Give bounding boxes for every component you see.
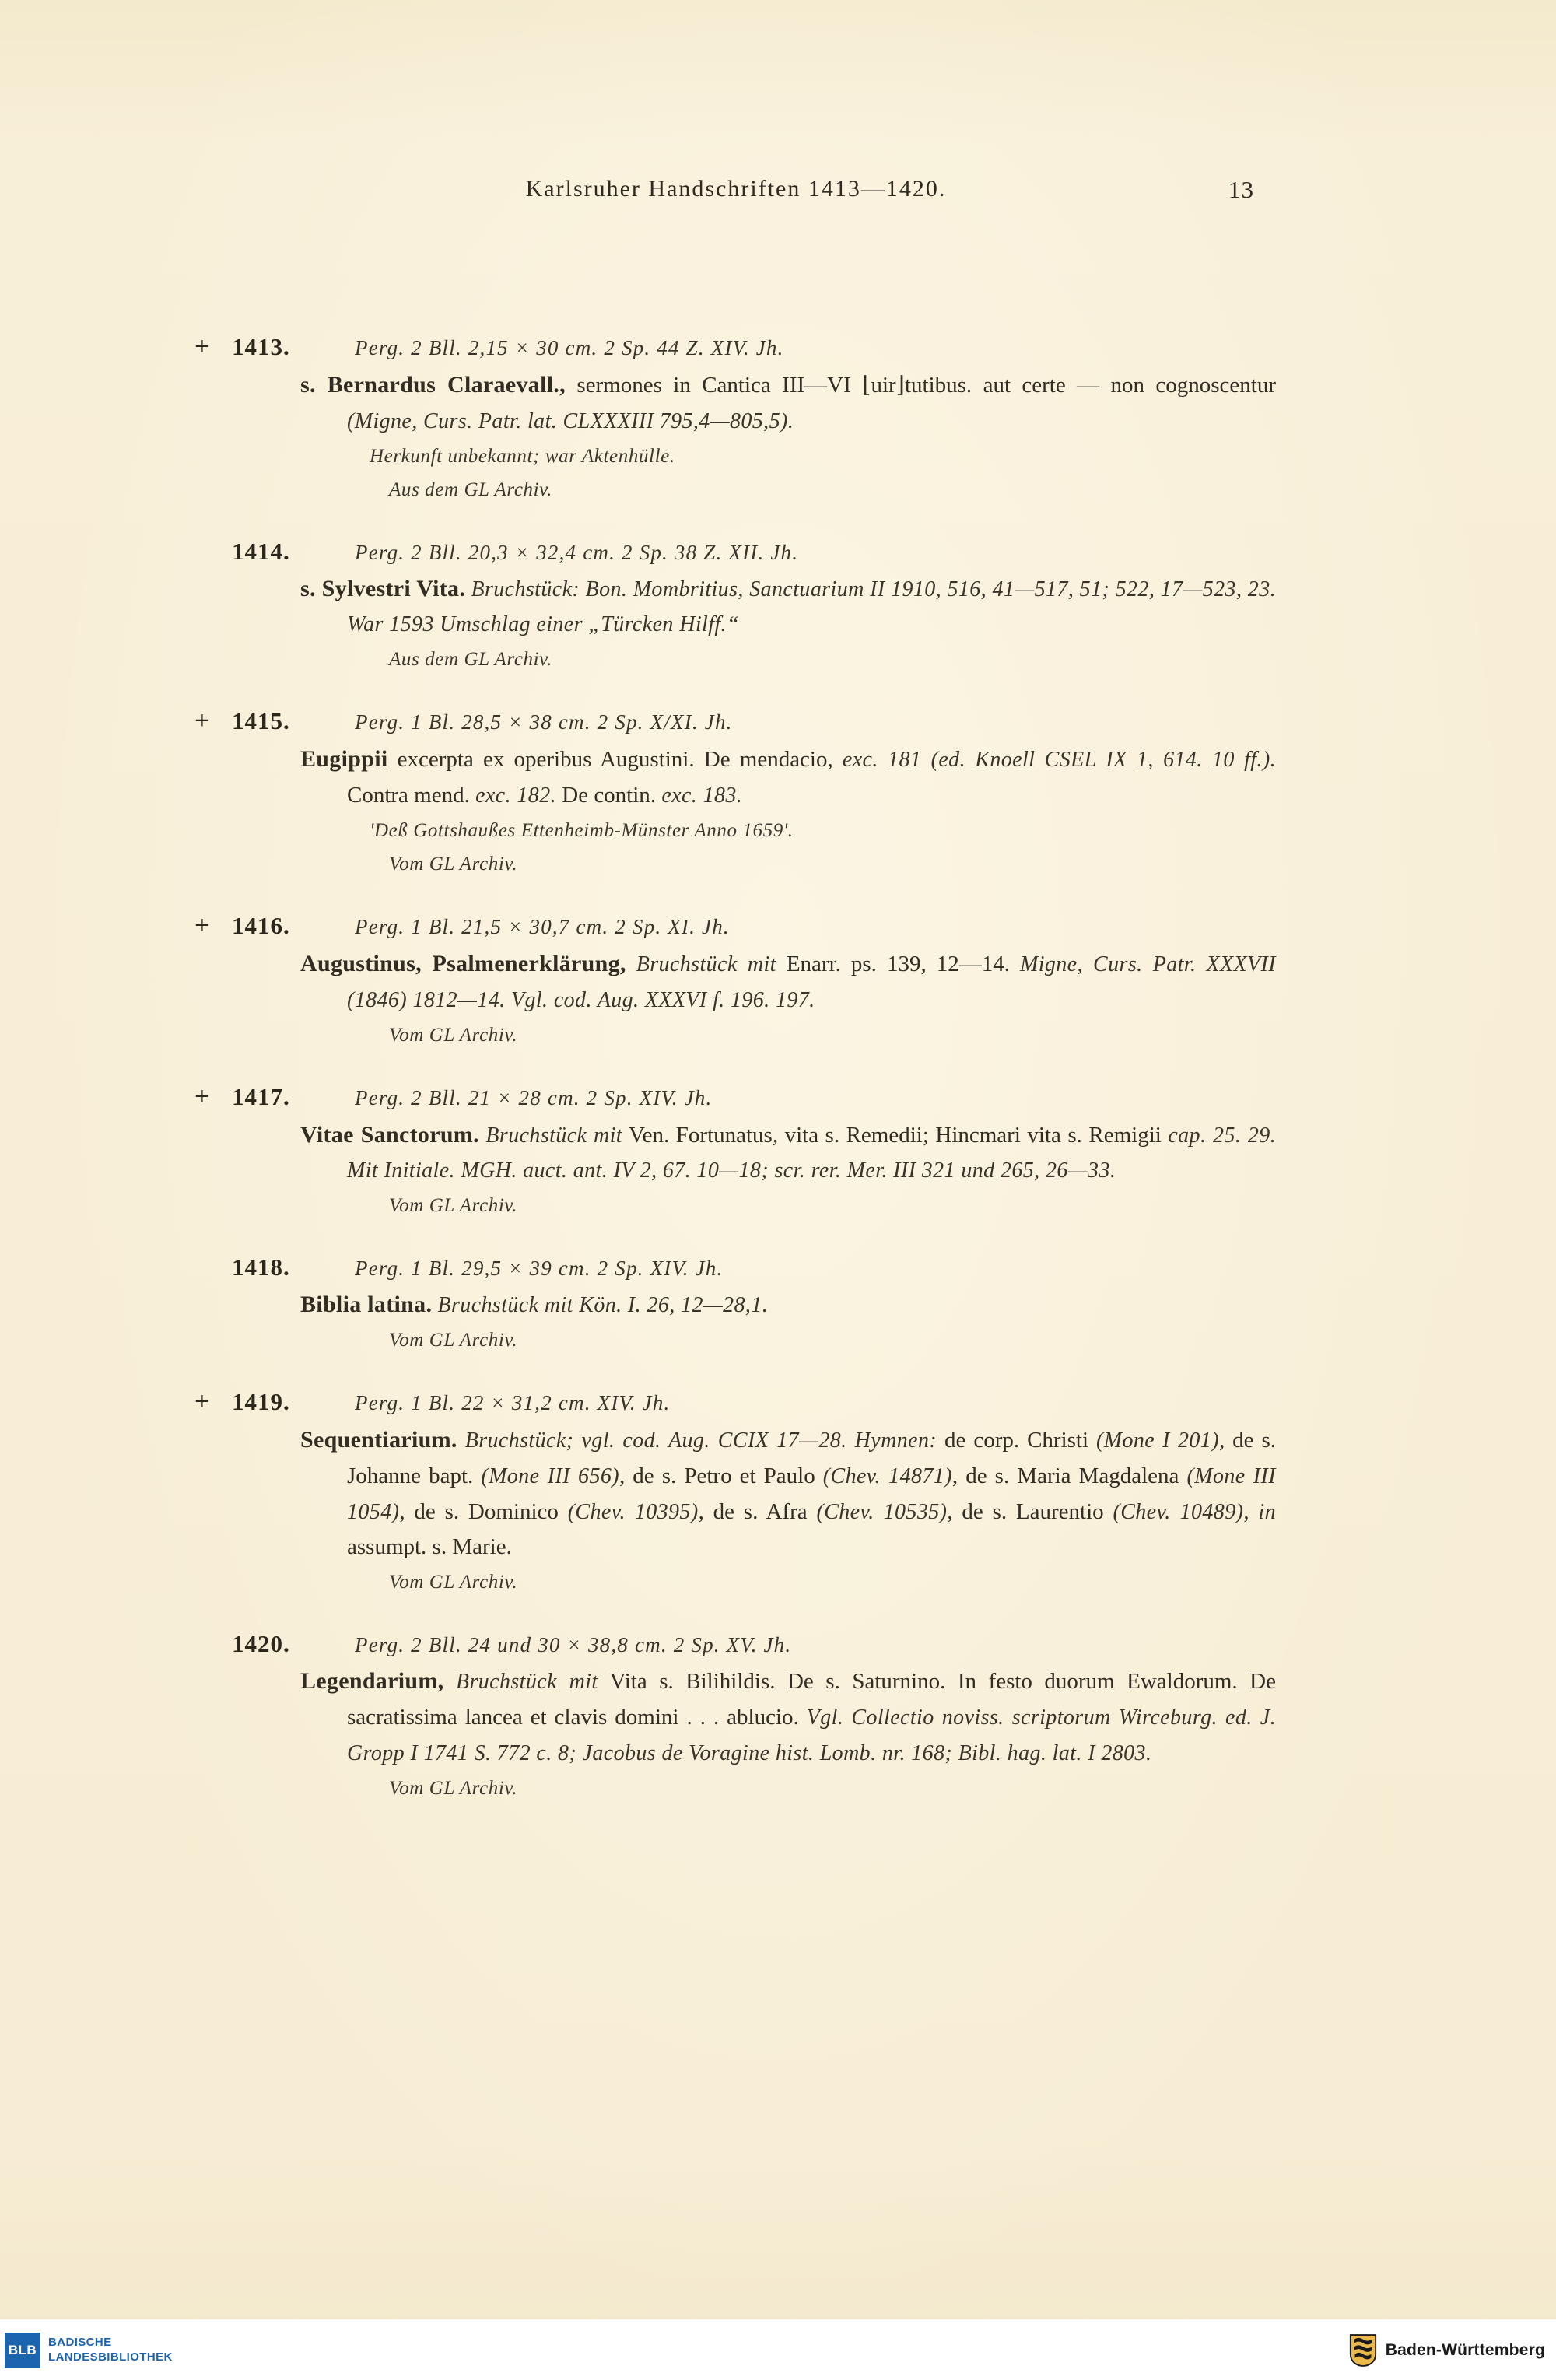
entries-list [194,333,1277,1805]
entry-text-segment: Contra mend. [347,783,476,808]
entry-provenance-note: Aus dem GL Archiv. [389,478,552,500]
entry-text-segment: (Chev. 10395) [567,1499,699,1524]
entry-provenance-note: 'Deß Gottshaußes Ettenheimb-Münster Anno 1659'. [370,819,794,841]
entry-text-segment [457,1428,465,1453]
entry-plus-marker: + [194,911,209,940]
entry-text-segment: Bruchstück mit Kön. I. 26, 12—28,1. [437,1293,769,1318]
entry-text-segment: (Mone I 201) [1096,1428,1219,1453]
entry-title: Vitae Sanctorum. [300,1121,479,1148]
entry-title: Sequentiarium. [300,1426,457,1453]
entry-text-segment [626,952,636,976]
entry-plus-marker: + [194,1387,209,1416]
entry-collation: Perg. 1 Bl. 21,5 × 30,7 cm. 2 Sp. XI. Jh. [355,914,730,938]
entry-text-segment: Bruchstück mit [455,1670,598,1695]
entry-description [300,1116,1277,1190]
entry-provenance-note: Herkunft unbekannt; war Aktenhülle. [370,445,675,467]
entry-number: 1420. [232,1630,290,1658]
blb-caption-line1: BADISCHE [48,2336,112,2350]
entry-head [194,333,1277,362]
entry-number: 1416. [232,911,290,939]
entry-text-segment: (Chev. 10489) [1113,1499,1244,1524]
catalog-entry [194,1630,1277,1804]
entry-description [300,945,1276,1018]
entry-text-segment: (Migne, Curs. Patr. lat. CLXXXIII 795,4—805,5). [347,408,794,433]
entry-text-segment [443,1669,456,1694]
entry-text-segment [432,1292,437,1317]
entry-description [300,1286,1276,1323]
entry-plus-marker: + [194,707,209,736]
entry-text-segment: Bruchstück mit [636,952,776,976]
entry-provenance-note: Vom GL Archiv. [389,1777,518,1799]
entry-collation: Perg. 1 Bl. 28,5 × 38 cm. 2 Sp. X/XI. Jh. [355,710,733,734]
entry-text-segment: Vita s. Bilihildis. De s. Saturnino. In festo duorum Ewaldorum. De sacratissima lancea et clavis domini . . . ablucio. [347,1669,1276,1730]
entry-description [300,1663,1277,1771]
entry-collation: Perg. 2 Bll. 20,3 × 32,4 cm. 2 Sp. 38 Z. XII. Jh. [355,540,799,564]
catalog-entry [194,1083,1277,1223]
entry-head [194,1630,1277,1658]
entry-text-segment: Bruchstück: Bon. Mombritius, Sanctuarium II 1910, 516, 41—517, 51; 522, 17—523, 23. War 1593 Umschlag einer „Türcken Hilff.“ [347,577,1276,637]
entry-text-segment: (Mone III 1054) [347,1463,1276,1524]
entry-text-segment: de corp. Christi [937,1427,1096,1453]
entry-head [194,1083,1277,1112]
entry-provenance-note: Vom GL Archiv. [389,1572,518,1593]
entry-number: 1417. [232,1082,290,1110]
entry-text-segment: Bruchstück mit [485,1123,622,1148]
entry-text-segment: (Chev. 14871) [822,1463,952,1488]
blb-caption-line2: LANDESBIBLIOTHEK [48,2350,173,2364]
entry-head [194,538,1277,566]
blb-logo-icon [5,2333,40,2368]
entry-text-segment: De contin. [556,783,662,808]
catalog-page [194,176,1277,1836]
entry-provenance-note: Aus dem GL Archiv. [389,649,552,671]
coat-of-arms-icon [1348,2333,1378,2368]
entry-collation: Perg. 2 Bll. 24 und 30 × 38,8 cm. 2 Sp. XV. Jh. [355,1633,792,1657]
catalog-entry [194,707,1277,881]
running-title: Karlsruher Handschriften 1413—1420. [525,176,947,202]
entry-text-segment: Ven. Fortunatus, vita s. Remedii; Hincmari vita s. Remigii [622,1122,1169,1148]
entry-title: s. Sylvestri Vita. [300,575,466,601]
page-number: 13 [1228,176,1254,203]
entry-text-segment: Bruchstück; vgl. cod. Aug. CCIX 17—28. Hymnen: [464,1428,937,1453]
entry-plus-marker: + [194,1082,209,1111]
entry-collation: Perg. 2 Bll. 2,15 × 30 cm. 2 Sp. 44 Z. XIV. Jh. [355,336,784,359]
entry-text-segment: , de s. Petro et Paulo [619,1463,823,1488]
entry-text-segment: excerpta ex operibus Augustini. De mendacio, [387,747,843,773]
catalog-entry [194,912,1277,1052]
entry-text-segment: exc. 182. [475,783,556,808]
entry-number: 1414. [232,537,290,565]
entry-number: 1415. [232,707,290,735]
entry-collation: Perg. 2 Bll. 21 × 28 cm. 2 Sp. XIV. Jh. [355,1085,713,1109]
blb-logo-caption [48,2336,173,2365]
entry-text-segment: , de s. Maria Magdalena [951,1463,1187,1488]
entry-text-segment: Vgl. Collectio noviss. scriptorum Wirceburg. ed. J. Gropp I 1741 S. 772 c. 8; Jacobus de Voragine hist. Lomb. nr. 168; Bibl. hag. lat. I 2803. [347,1705,1277,1765]
entry-text-segment: assumpt. s. Marie. [347,1534,512,1560]
entry-text-segment: exc. 183. [661,783,743,808]
entry-text-segment: sermones in Cantica III—VI ⌊uir⌋tutibus. aut certe — non cognoscentur [565,373,1276,398]
catalog-entry [194,333,1277,506]
page-header [194,176,1277,202]
catalog-entry [194,538,1277,677]
entry-head [194,1388,1277,1417]
catalog-entry [194,1388,1277,1599]
baden-wuerttemberg-logo[interactable] [1348,2333,1545,2368]
catalog-entry [194,1253,1277,1357]
entry-text-segment: (Chev. 10535) [816,1499,948,1524]
entry-number: 1419. [232,1387,290,1415]
entry-text-segment: , [1243,1498,1259,1524]
entry-provenance-note: Vom GL Archiv. [389,853,518,875]
blb-library-logo[interactable] [5,2333,173,2368]
entry-text-segment: Migne, Curs. Patr. XXXVII (1846) 1812—14. Vgl. cod. Aug. XXXVI f. 196. 197. [347,952,1276,1012]
entry-provenance-note: Vom GL Archiv. [389,1329,518,1351]
entry-title: s. Bernardus Claraevall., [300,372,566,398]
entry-title: Legendarium, [300,1668,444,1695]
entry-head [194,707,1277,736]
entry-collation: Perg. 1 Bl. 22 × 31,2 cm. XIV. Jh. [355,1390,671,1414]
entry-text-segment: in [1258,1499,1276,1524]
entry-text-segment: Enarr. ps. 139, 12—14. [776,951,1020,976]
entry-text-segment: exc. 181 (ed. Knoell CSEL IX 1, 614. 10 ff.). [842,748,1276,773]
entry-description [300,741,1276,814]
entry-head [194,912,1277,941]
entry-text-segment: , de s. Dominico [399,1498,568,1524]
blb-logo-text: BLB [8,2343,37,2357]
footer-bar [0,2319,1556,2380]
entry-text-segment: , de s. Johanne bapt. [347,1427,1276,1488]
entry-title: Eugippii [300,746,388,773]
entry-text-segment: , de s. Laurentio [947,1498,1113,1524]
entry-provenance-note: Vom GL Archiv. [389,1195,518,1217]
entry-description [300,366,1276,440]
entry-number: 1418. [232,1253,290,1281]
entry-title: Biblia latina. [300,1292,433,1318]
entry-text-segment: cap. 25. 29. Mit Initiale. MGH. auct. ant. IV 2, 67. 10—18; scr. rer. Mer. III 321 und 265, 26—33. [347,1123,1277,1183]
entry-plus-marker: + [194,333,209,361]
entry-number: 1413. [232,333,290,360]
entry-description [300,570,1276,643]
entry-provenance-note: Vom GL Archiv. [389,1024,518,1046]
entry-text-segment: , de s. Afra [698,1498,817,1524]
entry-collation: Perg. 1 Bl. 29,5 × 39 cm. 2 Sp. XIV. Jh. [355,1257,724,1281]
entry-title: Augustinus, Psalmenerklärung, [300,950,626,976]
entry-head [194,1253,1277,1281]
entry-text-segment: (Mone III 656) [481,1463,619,1488]
entry-description [300,1421,1276,1565]
baden-wuerttemberg-label: Baden-Württemberg [1385,2341,1545,2359]
